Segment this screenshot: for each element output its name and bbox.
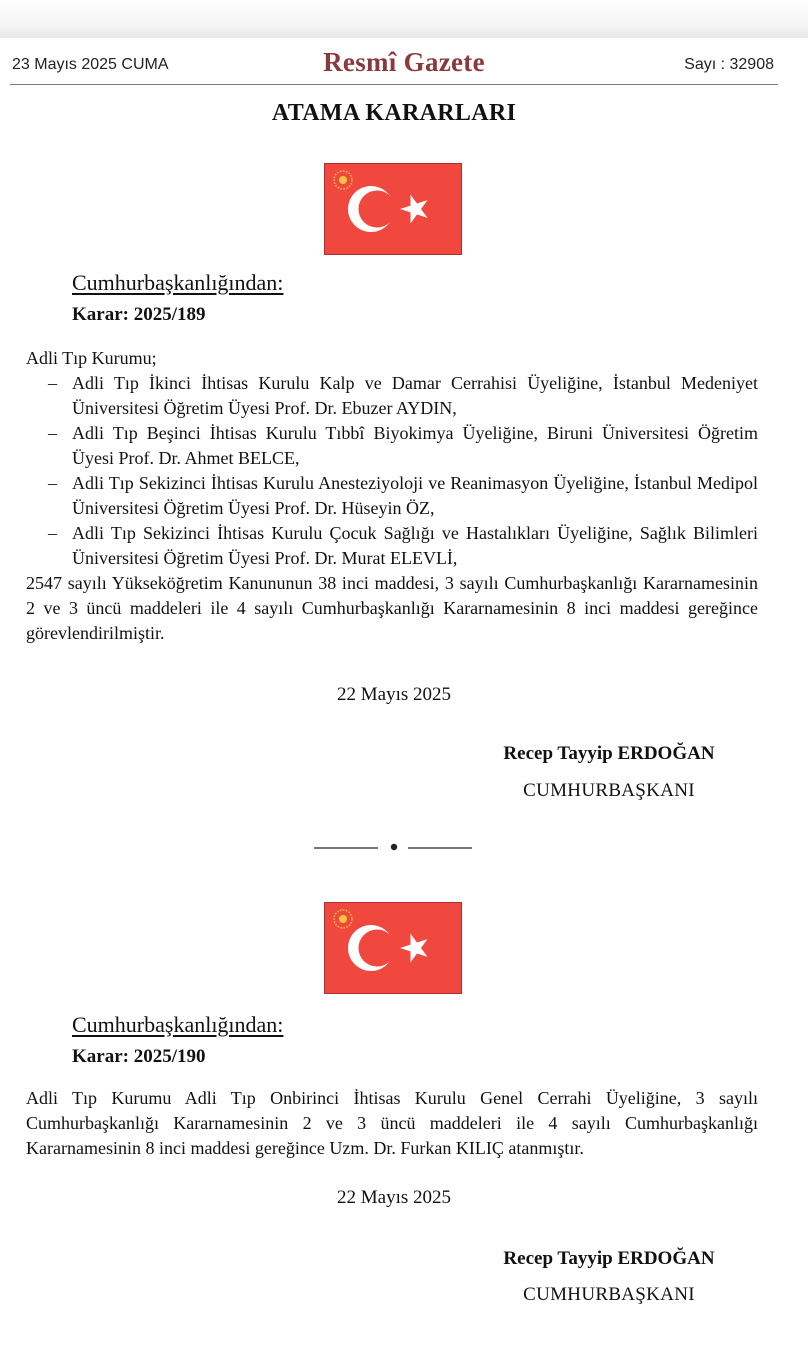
decision-number: Karar: 2025/190	[72, 1046, 206, 1067]
gazette-header	[0, 44, 808, 88]
decision-text: Adli Tıp Kurumu Adli Tıp Onbirinci İhtisas Kurulu Genel Cerrahi Üyeliğine, 3 sayılı Cumhurbaşkanlığı Kararnamesinin 2 ve 3 üncü maddeleri ile 4 sayılı Cumhurbaşkanlığı Kararnamesinin 8 inci maddesi gereğince Uzm. Dr. Furkan KILIÇ atanmıştır.	[26, 1088, 758, 1158]
section-divider	[314, 840, 474, 854]
list-item: – Adli Tıp Sekizinci İhtisas Kurulu Çocuk Sağlığı ve Hastalıkları Üyeliğine, Sağlık Bilimleri Üniversitesi Öğretim Üyesi Prof. Dr. Murat ELEVLİ,	[26, 521, 758, 571]
signer-title: CUMHURBAŞKANI	[523, 780, 695, 801]
issue-number: Sayı : 32908	[684, 56, 774, 73]
gazette-title: Resmî Gazete	[323, 47, 485, 77]
decision-date: 22 Mayıs 2025	[337, 1187, 451, 1208]
top-shade	[0, 0, 808, 38]
signer-title: CUMHURBAŞKANI	[523, 1284, 695, 1305]
decision-intro: Adli Tıp Kurumu;	[26, 348, 157, 368]
authority-heading: Cumhurbaşkanlığından:	[72, 270, 284, 295]
list-item: – Adli Tıp Sekizinci İhtisas Kurulu Anesteziyoloji ve Reanimasyon Üyeliğine, İstanbul Medipol Üniversitesi Öğretim Üyesi Prof. Dr. Hüseyin ÖZ,	[26, 471, 758, 521]
list-item: – Adli Tıp İkinci İhtisas Kurulu Kalp ve Damar Cerrahisi Üyeliğine, İstanbul Medeniyet Üniversitesi Öğretim Üyesi Prof. Dr. Ebuzer AYDIN,	[26, 371, 758, 421]
appointment-list	[26, 371, 758, 571]
authority-heading: Cumhurbaşkanlığından:	[72, 1012, 284, 1037]
presidential-flag-icon	[324, 902, 462, 994]
decision-number: Karar: 2025/189	[72, 304, 206, 325]
list-item: – Adli Tıp Beşinci İhtisas Kurulu Tıbbî Biyokimya Üyeliğine, Biruni Üniversitesi Öğretim Üyesi Prof. Dr. Ahmet BELCE,	[26, 421, 758, 471]
signer-name: Recep Tayyip ERDOĞAN	[503, 743, 715, 764]
decision-body	[26, 1086, 758, 1161]
decision-date: 22 Mayıs 2025	[337, 684, 451, 705]
section-title: ATAMA KARARLARI	[271, 100, 517, 126]
presidential-flag-icon	[324, 163, 462, 255]
signer-name: Recep Tayyip ERDOĞAN	[503, 1248, 715, 1269]
decision-body	[26, 346, 758, 646]
decision-closing: 2547 sayılı Yükseköğretim Kanununun 38 inci maddesi, 3 sayılı Cumhurbaşkanlığı Kararnamesinin 2 ve 3 üncü maddeleri ile 4 sayılı Cumhurbaşkanlığı Kararnamesinin 8 inci maddesi gereğince görevlendirilmiştir.	[26, 573, 758, 643]
header-divider	[10, 84, 778, 85]
issue-date: 23 Mayıs 2025 CUMA	[12, 56, 169, 73]
